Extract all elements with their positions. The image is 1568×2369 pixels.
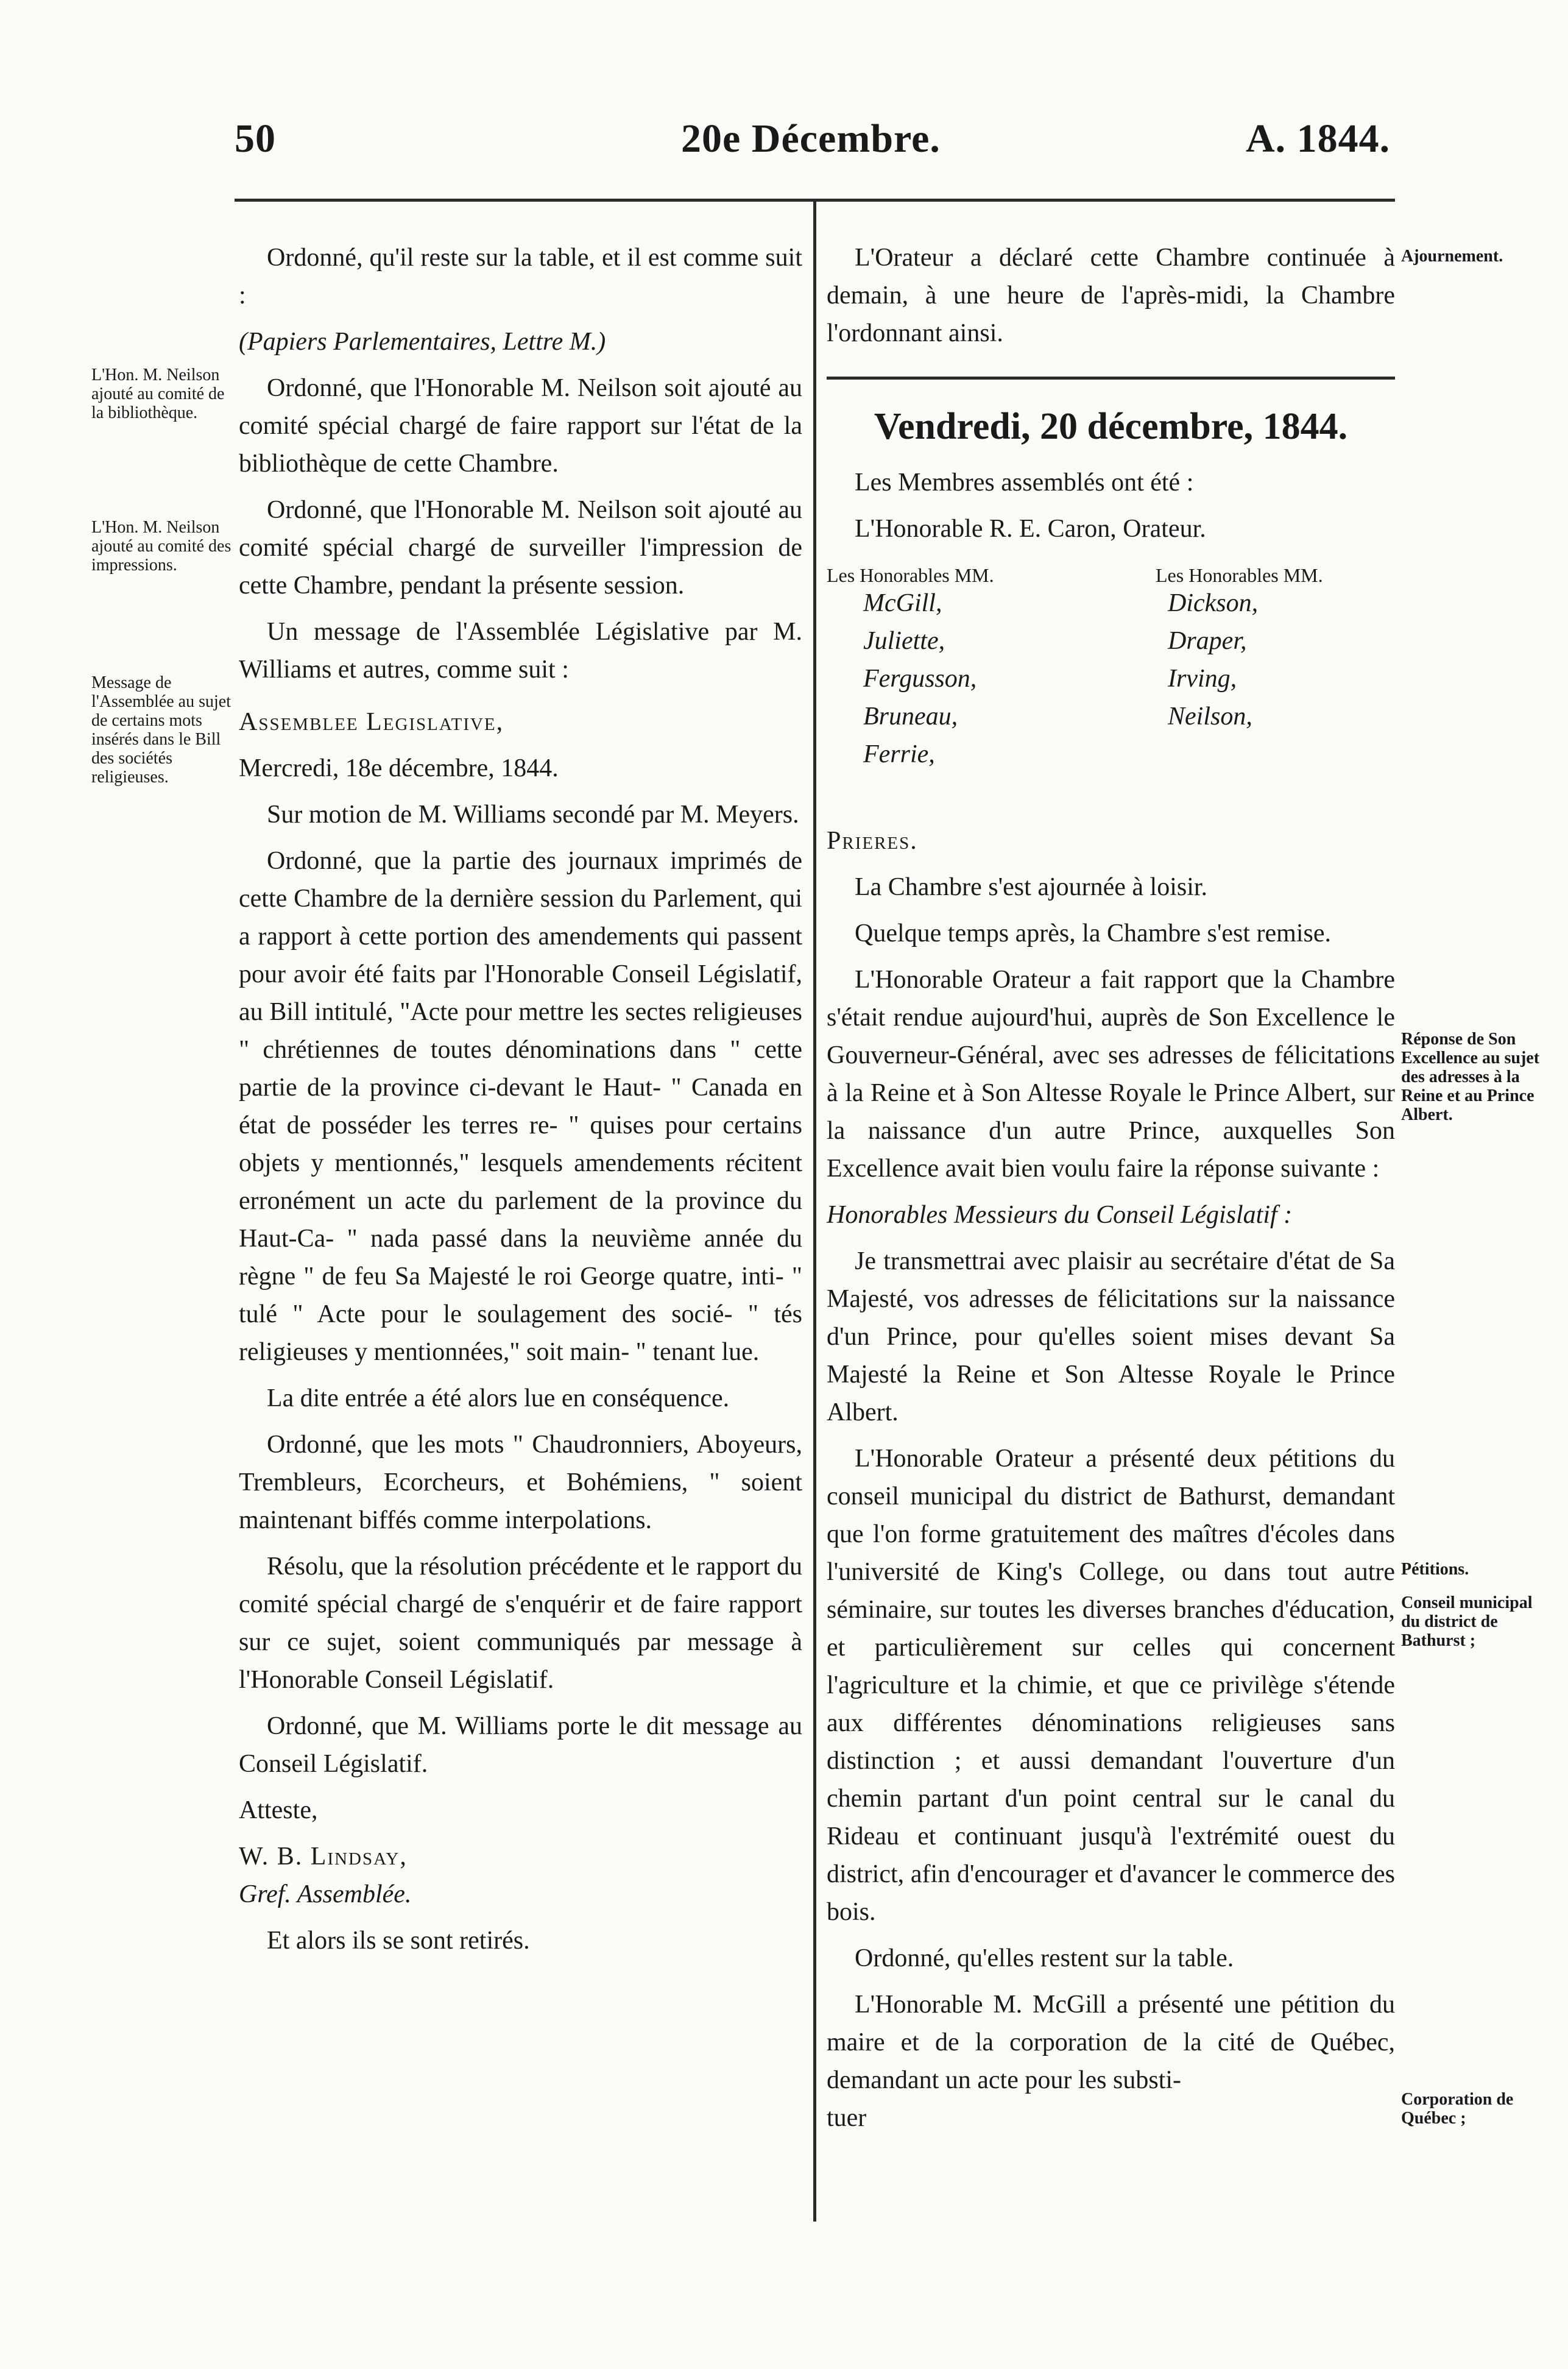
- column-divider: [813, 199, 816, 2222]
- members-left-column: [863, 584, 976, 773]
- prayers-heading: Prieres.: [827, 827, 918, 855]
- paragraph: Ordonné, que les mots " Chaudronniers, Aboyeurs, Trembleurs, Ecorcheurs, et Bohémiens, " soient maintenant biffés comme interpolations.: [239, 1431, 802, 1534]
- section-rule: [827, 377, 1395, 380]
- paragraph: Ordonné, que l'Honorable M. Neilson soit ajouté au comité spécial chargé de faire rapport sur l'état de la bibliothèque de cette Chambre.: [239, 374, 802, 478]
- paragraph: Les Membres assemblés ont été :: [855, 469, 1194, 497]
- paragraph: Honorables Messieurs du Conseil Législatif :: [827, 1201, 1293, 1229]
- paragraph: L'Orateur a déclaré cette Chambre continuée à demain, à une heure de l'après-midi, la Chambre l'ordonnant ainsi.: [827, 244, 1395, 347]
- page-year: A. 1844.: [1246, 116, 1391, 161]
- member-name: Neilson,: [1168, 703, 1252, 731]
- member-name: McGill,: [863, 589, 942, 617]
- paragraph: Sur motion de M. Williams secondé par M. Meyers.: [267, 801, 799, 829]
- members-list: [827, 556, 1395, 812]
- paragraph: Ordonné, qu'il reste sur la table, et il est comme suit :: [239, 244, 802, 310]
- paragraph: L'Honorable Orateur a présenté deux pétitions du conseil municipal du district de Bathurst, demandant que l'on forme gratuitement des maîtres d'écoles dans l'université de King's College, ou dans tout autre séminaire, sur toutes les diverses branches d'éducation, et particulièrement sur celles qui concernent l'agriculture et la chimie, et que ce privilège s'étende aux différentes dénominations religieuses sans distinction ; et aussi demandant l'ouverture d'un chemin partant d'un point central sur le canal du Rideau et continuant jusqu'à l'extrémité ouest du district, afin d'encourager et d'avancer le commerce des bois.: [827, 1445, 1395, 1926]
- member-name: Bruneau,: [863, 703, 958, 731]
- margin-note: Ajournement.: [1401, 247, 1503, 266]
- paragraph: Quelque temps après, la Chambre s'est remise.: [855, 919, 1332, 947]
- margin-note: Corporation de Québec ;: [1401, 2090, 1514, 2128]
- paragraph: Ordonné, qu'elles restent sur la table.: [855, 1944, 1234, 1972]
- member-name: Juliette,: [863, 627, 945, 655]
- assembly-heading: Assemblee Legislative,: [239, 708, 504, 736]
- paragraph: Et alors ils se sont retirés.: [267, 1927, 530, 1955]
- assembly-date: Mercredi, 18e décembre, 1844.: [239, 754, 559, 782]
- member-name: Fergusson,: [863, 665, 977, 693]
- page-date: 20e Décembre.: [681, 116, 941, 161]
- margin-note: Réponse de Son Excellence au sujet des adresses à la Reine et au Prince Albert.: [1401, 1030, 1540, 1124]
- paragraph: Résolu, que la résolution précédente et le rapport du comité spécial chargé de s'enquérir et de faire rapport sur ce sujet, soient communiqués par message à l'Honorable Conseil Législatif.: [239, 1553, 802, 1694]
- member-name: Irving,: [1168, 665, 1237, 693]
- day-heading: Vendredi, 20 décembre, 1844.: [874, 406, 1348, 447]
- paragraph: (Papiers Parlementaires, Lettre M.): [239, 328, 606, 356]
- right-column: [827, 239, 1395, 2145]
- page-number: 50: [235, 116, 276, 161]
- margin-note: L'Hon. M. Neilson ajouté au comité des impressions.: [91, 518, 231, 575]
- members-head-left: Les Honorables MM.: [827, 564, 994, 586]
- members-head-right: Les Honorables MM.: [1156, 564, 1323, 586]
- paragraph: Ordonné, que M. Williams porte le dit message au Conseil Législatif.: [239, 1712, 802, 1778]
- members-right-column: [1168, 584, 1258, 735]
- paragraph: Je transmettrai avec plaisir au secrétaire d'état de Sa Majesté, vos adresses de félicitations sur la naissance d'un Prince, pour qu'elles soient mises devant Sa Majesté la Reine et Son Altesse Royale le Prince Albert.: [827, 1247, 1395, 1426]
- paragraph: La dite entrée a été alors lue en conséquence.: [267, 1384, 730, 1412]
- member-name: Draper,: [1168, 627, 1247, 655]
- paragraph: La Chambre s'est ajournée à loisir.: [855, 873, 1208, 901]
- signer-name: W. B. Lindsay,: [239, 1843, 408, 1871]
- paragraph: L'Honorable Orateur a fait rapport que la Chambre s'était rendue aujourd'hui, auprès de Son Excellence le Gouverneur-Général, avec ses adresses de félicitations à la Reine et à Son Altesse Royale le Prince Albert, sur la naissance d'un autre Prince, auxquelles Son Excellence avait bien voulu faire la réponse suivante :: [827, 966, 1395, 1183]
- paragraph: L'Honorable M. McGill a présenté une pétition du maire et de la corporation de la cité de Québec, demandant un acte pour les substi-: [827, 1991, 1395, 2094]
- margin-note: Pétitions.: [1401, 1560, 1469, 1579]
- margin-note: Message de l'Assemblée au sujet de certains mots insérés dans le Bill des sociétés religieuses.: [91, 673, 231, 787]
- member-name: Ferrie,: [863, 740, 935, 768]
- signer-title: Gref. Assemblée.: [239, 1880, 412, 1908]
- margin-note: Conseil municipal du district de Bathurst ;: [1401, 1593, 1533, 1650]
- catchword: tuer: [827, 2104, 867, 2132]
- paragraph: Un message de l'Assemblée Législative par M. Williams et autres, comme suit :: [239, 618, 802, 684]
- paragraph: L'Honorable R. E. Caron, Orateur.: [855, 515, 1206, 543]
- paragraph: Ordonné, que la partie des journaux imprimés de cette Chambre de la dernière session du Parlement, qui a rapport à cette portion des amendements qui passent pour avoir été faits par l'Honorable Conseil Législatif, au Bill intitulé, "Acte pour mettre les sectes religieuses " chrétiennes de toutes dénominations dans " cette partie de la province ci-devant le Haut- " Canada en état de posséder les terres re- " quises pour certains objets y mentionnés," lesquels amendements récitent erronément un acte du parlement de la province du Haut-Ca- " nada passé dans la neuvième année du règne " de feu Sa Majesté le roi George quatre, inti- " tulé " Acte pour le soulagement des socié- " tés religieuses y mentionnées," soit main- " tenant lue.: [239, 847, 802, 1366]
- attest-line: Atteste,: [239, 1796, 318, 1824]
- paragraph: Ordonné, que l'Honorable M. Neilson soit ajouté au comité spécial chargé de surveiller l'impression de cette Chambre, pendant la présente session.: [239, 496, 802, 600]
- left-column: [239, 239, 802, 1968]
- member-name: Dickson,: [1168, 589, 1259, 617]
- margin-note: L'Hon. M. Neilson ajouté au comité de la bibliothèque.: [91, 366, 225, 422]
